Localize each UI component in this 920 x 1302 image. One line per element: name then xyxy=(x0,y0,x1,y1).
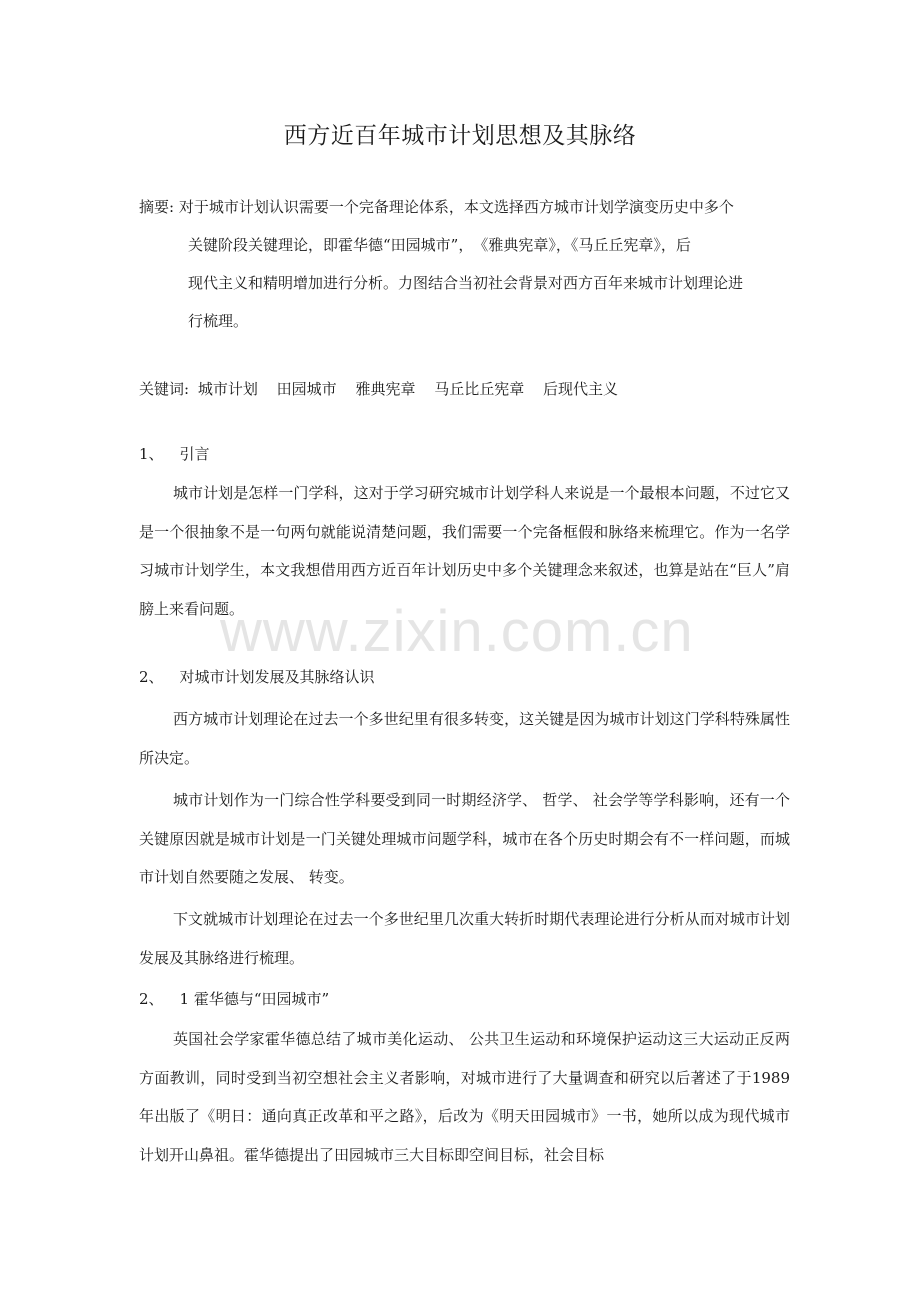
keyword: 田园城市 xyxy=(276,380,337,398)
keyword: 马丘比丘宪章 xyxy=(434,380,525,398)
section-title: 对城市计划发展及其脉络认识 xyxy=(179,668,375,686)
section-number: 1、 xyxy=(139,445,164,463)
abstract-text: 关键阶段关键理论，即霍华德“田园城市”， 《雅典宪章》，《马丘丘宪章》，后 xyxy=(188,236,691,254)
keyword: 雅典宪章 xyxy=(355,380,416,398)
keyword: 后现代主义 xyxy=(543,380,619,398)
watermark: www.zixin.com.cn xyxy=(220,599,694,664)
abstract-line xyxy=(139,188,789,226)
abstract-label: 摘要: xyxy=(139,198,175,216)
abstract-text: 现代主义和精明增加进行分析。力图结合当初社会背景对西方百年来城市计划理论进 xyxy=(188,274,744,292)
section-heading xyxy=(139,982,329,1016)
document-title: 西方近百年城市计划思想及其脉络 xyxy=(283,123,637,149)
keywords-label: 关键词: xyxy=(139,380,190,398)
paragraph: 英国社会学家霍华德总结了城市美化运动、 公共卫生运动和环境保护运动这三大运动正反两方面教训，同时受到当初空想社会主义者影响，对城市进行了大量调查和研究以后著述了于1989 年出版了《明日：通向真正改革和平之路》，后改为《明天田园城市》一书，她所以成为现代城市计划开山鼻祖。霍华德提出了田园城市三大目标即空间目标，社会目标 xyxy=(139,1030,790,1164)
abstract-text: 对于城市计划认识需要一个完备理论体系，本文选择西方城市计划学演变历史中多个 xyxy=(178,198,734,216)
section-title: 1 霍华德与“田园城市” xyxy=(179,990,330,1008)
paragraph: 城市计划作为一门综合性学科要受到同一时期经济学、 哲学、 社会学等学科影响，还有一个关键原因就是城市计划是一门关键处理城市问题学科，城市在各个历史时期会有不一样问题，而城市计划自然要随之发展、 转变。 xyxy=(139,791,790,886)
paragraph: 城市计划是怎样一门学科，这对于学习研究城市计划学科人来说是一个最根本问题，不过它又是一个很抽象不是一句两句就能说清楚问题，我们需要一个完备框假和脉络来梳理它。作为一名学习城市计划学生，本文我想借用西方近百年计划历史中多个关键理念来叙述，也算是站在“巨人”肩膀上来看问题。 xyxy=(139,484,790,618)
paragraph: 下文就城市计划理论在过去一个多世纪里几次重大转折时期代表理论进行分析从而对城市计划发展及其脉络进行梳理。 xyxy=(139,910,790,967)
keywords xyxy=(139,372,632,406)
section-heading xyxy=(139,660,375,694)
section-number: 2、 xyxy=(139,990,164,1008)
abstract xyxy=(139,188,789,340)
abstract-text: 行梳理。 xyxy=(188,312,249,330)
keyword: 城市计划 xyxy=(197,380,258,398)
section-heading xyxy=(139,437,210,471)
paragraph: 西方城市计划理论在过去一个多世纪里有很多转变，这关键是因为城市计划这门学科特殊属性所决定。 xyxy=(139,710,790,767)
section-number: 2、 xyxy=(139,668,164,686)
section-title: 引言 xyxy=(179,445,210,463)
